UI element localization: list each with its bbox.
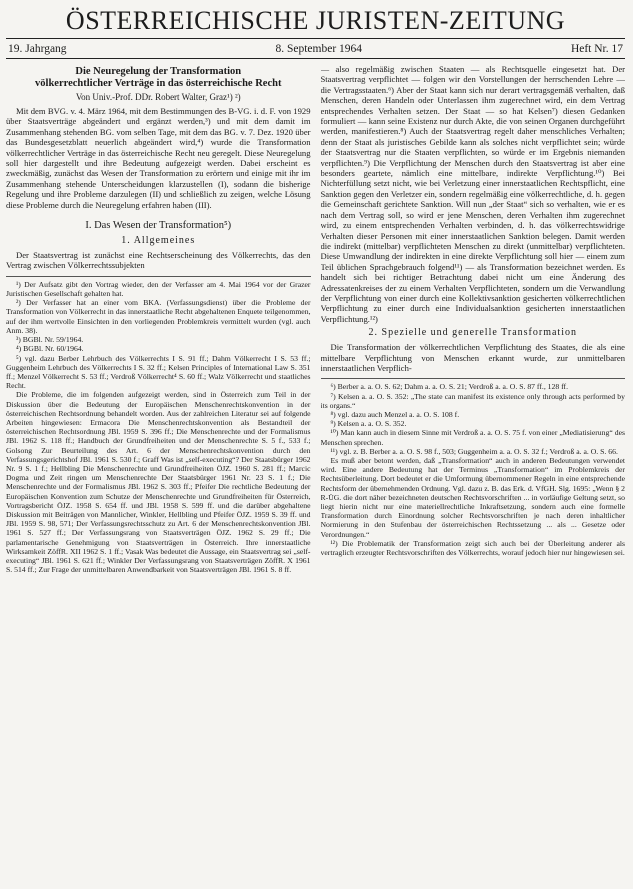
footnote: ⁶) Berber a. a. O. S. 62; Dahm a. a. O. S. 21; Verdroß a. a. O. S. 87 ff., 128 ff. bbox=[330, 382, 569, 392]
issue-meta bbox=[6, 39, 625, 58]
meta-rule bbox=[6, 58, 625, 59]
footnote: ⁴) BGBl. Nr. 60/1964. bbox=[16, 344, 84, 354]
issue-number: Heft Nr. 17 bbox=[570, 43, 623, 55]
footnote: Es muß aber betont werden, daß „Transformation“ auch in anderen Bedeutungen verwendet wird. Eine andere Bedeutung hat der Terminus „Transformation“ im Problemkreis der Rechtsüberleitung. Dort bedeutet er die Umformung übernommener Regeln in eine entsprechende Rechtsform der übernehmenden Ordnung. Vgl. dazu z. B. das Erk. d. VfGH. Slg. 1695: „Wenn § 2 R-ÜG. die dort näher bezeichneten deutschen Rechtsvorschriften ... in vorläufige Geltung setzt, so liegt hierin nicht nur eine materiellrechtliche Inkraftsetzung, sondern auch eine formelle Transformation durch Einordnung solcher Rechtsvorschriften je nach deren inhaltlicher Normierung in den Stufenbau der österreichischen Rechtssetzung ... als ... Gesetze oder Verordnungen.“ bbox=[320, 456, 625, 539]
footnote-divider bbox=[6, 276, 311, 277]
footnote: ⁸) vgl. dazu auch Menzel a. a. O. S. 108 f. bbox=[330, 409, 460, 419]
footnote: ⁹) Kelsen a. a. O. S. 352. bbox=[330, 419, 407, 429]
article-columns bbox=[6, 64, 625, 574]
volume-label: 19. Jahrgang bbox=[8, 43, 67, 55]
issue-date: 8. September 1964 bbox=[275, 43, 363, 55]
section-1-paragraph: Der Staatsvertrag ist zunächst eine Rechtserscheinung des Völkerrechts, das den Vertrag zwischen Völkerrechtssubjekten bbox=[6, 250, 311, 271]
footnote: ¹²) Die Problematik der Transformation zeigt sich auch bei der Überleitung anderer als vertraglich erzeugter Rechtsvorschriften des Völkerrechts, worauf jedoch hier nur hingewiesen sei. bbox=[320, 538, 625, 558]
footnote: ¹¹) vgl. z. B. Berber a. a. O. S. 98 f., 503; Guggenheim a. a. O. S. 32 f.; Verdroß a. a. O. S. 66. bbox=[330, 446, 618, 456]
left-column bbox=[6, 64, 311, 574]
footnote: ⁷) Kelsen a. a. O. S. 352: „The state can manifest its existence only through acts performed by its organs.“ bbox=[320, 391, 625, 410]
article-title-line-2: völkerrechtlicher Verträge in das österreichische Recht bbox=[35, 78, 282, 89]
article-title-line-1: Die Neuregelung der Transformation bbox=[75, 66, 242, 77]
footnotes-right bbox=[321, 382, 626, 557]
footnotes-left bbox=[6, 280, 311, 575]
footnote-divider bbox=[321, 378, 626, 379]
section-heading-1: I. Das Wesen der Transformation⁵) bbox=[85, 220, 232, 232]
footnote: Die Probleme, die im folgenden aufgezeigt werden, sind in Österreich zum Teil in der Diskussion über die Bedeutung der Europäischen Menschenrechtskonvention in der österreichischen Rechtsordnung behandelt worden. Aus der zahlreichen Literatur sei auf folgende Arbeiten hingewiesen: Ermacora Die Menschenrechtskonvention als Bestandteil der österreichischen Rechtsordnung JBl. 1959 S. 396 ff.; Die Menschenrechte und der Formalismus JBl. 1962 S. 118 ff.; Handbuch der Grundfreiheiten und der Menschenrechte S. 5 f., 533 f.; Golsong Zur Beurteilung des Art. 6 der Menschenrechtskonvention durch den Verfassungsgerichtshof JBl. 1961 S. 530 f.; Graff Was ist „self-executing“? Der Staatsbürger 1962 Nr. 9 S. 1 f.; Hellbling Die Menschenrechte und Grundfreiheiten ÖJZ. 1960 S. 281 ff.; Marcic Dogma und Zeit ringen um Menschenrechte Der Staatsbürger 1961 Nr. 23 S. 1 f.; Die Menschenrechte und der Formalismus JBl. 1962 S. 303 ff.; Pfeifer Die rechtliche Bedeutung der Europäischen Konvention zum Schutze der Menschenrechte und Grundfreiheiten für Österreich, Vortragsbericht ÖJZ. 1958 S. 654 ff. und JBl. 1958 S. 599 ff. und die darüber abgehaltene Diskussion mit Beiträgen von Mannlicher, Winkler, Hellbling und Pfeifer ÖJZ. 1959 S. 39 ff. und JBl. 1959 S. 98, 571; Der Verfassungsrechtsschutz zu Art. 6 der Menschenrechtskonvention JBl. 1961 S. 527 ff.; Der Verfassungsrang von Staatsverträgen ÖJZ. 1962 S. 29 ff.; Die parlamentarische Genehmigung von Staatsverträgen in Österreich. Ihre innerstaatliche Wirksamkeit ZöffR. XII 1962 S. 1 ff.; Vasak Was bedeutet die Aussage, ein Staatsvertrag sei „self-executing“ JBl. 1961 S. 621 ff.; Winkler Der Verfassungsrang von Staatsverträgen ZöffR. X 1961 S. 514 ff.; Zur Frage der unmittelbaren Anwendbarkeit von Staatsverträgen JBl. 1961 S. 8 ff. bbox=[6, 390, 311, 575]
right-paragraph-1: — also regelmäßig zwischen Staaten — als Rechtsquelle eingesetzt hat. Der Staatsvertrag verpflichtet — folgen wir den Vorstellungen der herrschenden Lehre — die Vertragsstaaten.⁶) Aber der Staat kann sich nur derart vertragsgemäß verhalten, daß Menschen, deren Handeln oder Unterlassen ihm zugerechnet wird, ein dem Vertrag entsprechendes Verhalten setzen. Der Staat — so hat Kelsen⁷) diesen Gedanken formuliert — kann seine Existenz nur durch Akte, die von seinen Organen durchgeführt werden, manifestieren.⁸) Auch der Staatsvertrag regelt daher menschliches Verhalten; denn der Staat als juristisches Gebilde kann als solches nicht verpflichtet sein; würde der Staatsvertrag nur die Staaten verpflichten, so würde er im Ergebnis niemanden verpflichten.⁹) Die Verpflichtung der Menschen durch den Staatsvertrag ist aber eine besonders geartete, nämlich eine mittelbare, indirekte Verpflichtung.¹⁰) Bei Nichterfüllung setzt nicht, wie bei Verletzung einer innerstaatlichen Rechtspflicht, eine Sanktion gegen den Verletzer ein, sondern regelmäßig eine völkerrechtliche, d. h. gegen die Gemeinschaft gerichtete Sanktion. Will nun „der Staat“ sich so verhalten, wie er es nach dem Vertrag soll, so wird er jene Menschen, deren Verhalten ihm zugerechnet wird, zu einem entsprechenden Verhalten verbinden, d. h. das völkerrechtswidrige Verhalten dieser Personen mit einer innerstaatlichen Sanktion belegen. Damit werden die indirekt (mittelbar) verpflichteten Menschen zu direkt (unmittelbar) verpflichteten. Diese Umwandlung der indirekten in eine direkte Verpflichtung soll hier — einem zum Teil üblichen Sprachgebrauch folgend¹¹) — als Transformation bezeichnet werden. Es handelt sich bei richtiger Betrachtung dabei nicht um eine Änderung des Adressatenkreises der zu einem Verhalten Verpflichteten, sondern um die Verwandlung der Verpflichtung von einer durch eine Kollektivsanktion gesicherten völkerrechtlichen Verpflichtung zu einer durch eine Individualsanktion gesicherten innerstaatlichen Verpflichtung.¹²) bbox=[320, 64, 625, 324]
footnote: ³) BGBl. Nr. 59/1964. bbox=[16, 335, 84, 345]
subsection-heading-1: 1. Allgemeines bbox=[121, 235, 196, 247]
article-author: Von Univ.-Prof. DDr. Robert Walter, Graz¹) ²) bbox=[75, 92, 241, 102]
subsection-heading-2: 2. Spezielle und generelle Transformation bbox=[368, 327, 577, 339]
footnote: ²) Der Verfasser hat an einer vom BKA. (Verfassungsdienst) über die Probleme der Transformation von Völkerrecht in das innerstaatliche Recht abgehaltenen Enquete teilgenommen, auf der ihm wertvolle Einsichten in den vorliegenden Problemkreis vermittelt wurden (vgl. auch Anm. 38). bbox=[6, 298, 311, 335]
journal-masthead: ÖSTERREICHISCHE JURISTEN-ZEITUNG bbox=[65, 6, 566, 35]
footnote: ¹⁰) Man kann auch in diesem Sinne mit Verdroß a. a. O. S. 75 f. von einer „Mediatisierung“ des Menschen sprechen. bbox=[320, 428, 625, 447]
footnote: ⁵) vgl. dazu Berber Lehrbuch des Völkerrechts I S. 91 ff.; Dahm Völkerrecht I S. 53 ff.; Guggenheim Lehrbuch des Völkerrechts I S. 32 ff.; Kelsen Principles of International Law S. 351 ff.; Menzel Völkerrecht S. 53 ff.; Verdroß Völkerrecht⁴ S. 60 ff.; Walz Völkerrecht und staatliches Recht. bbox=[6, 353, 311, 391]
intro-paragraph: Mit dem BVG. v. 4. März 1964, mit dem Bestimmungen des B-VG. i. d. F. von 1929 über Staatsverträge abgeändert und ergänzt werden,³) und mit dem damit im Zusammenhang stehenden BG. vom selben Tage, mit dem das BG. v. 7. Dez. 1920 über das Bundesgesetzblatt neuerlich abgeändert wird,⁴) wurde die Transformation völkerrechtlicher Verträge in das österreichische Recht neu geregelt. Diese Neuregelung soll hier dargestellt und ihre Bedeutung aufgezeigt werden. Dabei erscheint es zweckmäßig, zunächst das Wesen der Transformation zu erörtern und einige mit ihr im Zusammenhang stehende Unterscheidungen klarzustellen (I), sodann die bisherige Regelung und ihre Probleme darzulegen (II) und schließlich zu zeigen, welche Lösung diese Probleme durch die Neuregelung erfahren haben (III). bbox=[6, 106, 311, 210]
right-column bbox=[321, 64, 626, 574]
footnote: ¹) Der Aufsatz gibt den Vortrag wieder, den der Verfasser am 4. Mai 1964 vor der Grazer Juristischen Gesellschaft gehalten hat. bbox=[6, 279, 311, 299]
article-title bbox=[6, 66, 311, 90]
right-paragraph-2: Die Transformation der völkerrechtlichen Verpflichtung des Staates, die als eine mittelbare Verpflichtung von Menschen erkannt wurde, zur unmittelbaren innerstaatlichen Verpflich- bbox=[320, 342, 625, 373]
